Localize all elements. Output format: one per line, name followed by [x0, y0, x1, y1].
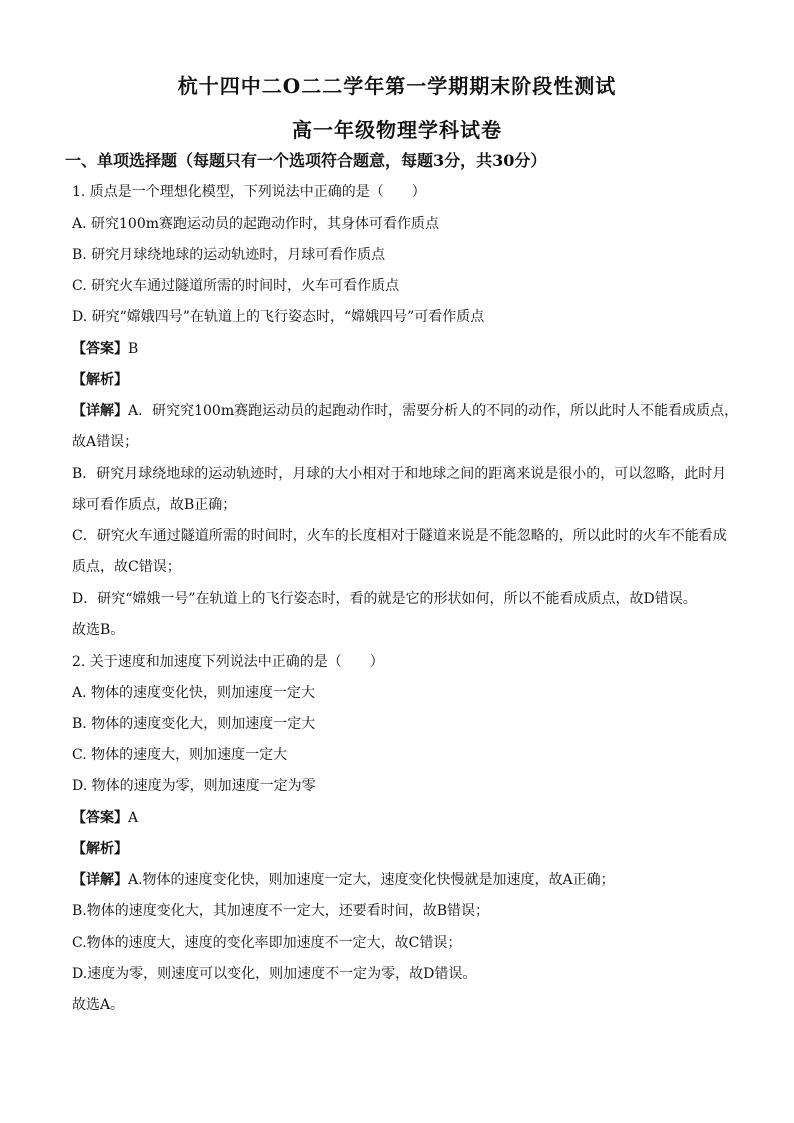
question-2-analysis-label: 【解析】 [72, 841, 128, 857]
question-2-detail-3: C.物体的速度大，速度的变化率即加速度不一定大，故C错误； [72, 935, 462, 951]
question-1-detail-5: C．研究火车通过隧道所需的时间时，火车的长度相对于隧道来说是不能忽略的，所以此时的火车不能看成 [72, 528, 727, 544]
question-1-detail-3: B．研究月球绕地球的运动轨迹时，月球的大小相对于和地球之间的距离来说是很小的，可以忽略，此时月 [72, 466, 727, 482]
question-1-detail-1 [72, 400, 738, 420]
question-2-detail-1 [72, 869, 615, 889]
answer-value: A [128, 810, 139, 826]
question-1-option-b: B. 研究月球绕地球的运动轨迹时，月球可看作质点 [72, 247, 386, 263]
detail-text: A.物体的速度变化快，则加速度一定大，速度变化快慢就是加速度，故A正确； [128, 872, 615, 888]
question-1-option-a: A. 研究100m赛跑运动员的起跑动作时，其身体可看作质点 [72, 216, 440, 232]
exam-subtitle: 高一年级物理学科试卷 [292, 118, 502, 142]
question-2-option-a: A. 物体的速度变化快，则加速度一定大 [72, 685, 316, 701]
question-1-option-d: D. 研究“嫦娥四号”在轨道上的飞行姿态时，“嫦娥四号”可看作质点 [72, 309, 485, 325]
question-1-answer [72, 338, 138, 358]
question-1-detail-4: 球可看作质点，故B正确； [72, 497, 237, 513]
detail-text: A．研究究100m赛跑运动员的起跑动作时，需要分析人的不同的动作，所以此时人不能看成质点， [128, 403, 739, 419]
question-1-detail-6: 质点，故C错误； [72, 559, 181, 575]
question-1-detail-7: D．研究“嫦娥一号”在轨道上的飞行姿态时，看的就是它的形状如何，所以不能看成质点，故D错误。 [72, 591, 697, 607]
answer-value: B [128, 341, 139, 357]
answer-label: 【答案】 [72, 341, 128, 357]
detail-label: 【详解】 [72, 403, 128, 419]
question-1-detail-2: 故A错误； [72, 434, 139, 450]
question-2-stem: 2. 关于速度和加速度下列说法中正确的是（ ） [72, 654, 384, 670]
question-1-option-c: C. 研究火车通过隧道所需的时间时，火车可看作质点 [72, 278, 400, 294]
question-2-option-b: B. 物体的速度变化大，则加速度一定大 [72, 716, 316, 732]
question-2-option-d: D. 物体的速度为零，则加速度一定为零 [72, 778, 316, 794]
question-2-detail-4: D.速度为零，则速度可以变化，则加速度不一定为零，故D错误。 [72, 966, 477, 982]
question-2-option-c: C. 物体的速度大，则加速度一定大 [72, 747, 288, 763]
question-1-detail-8: 故选B。 [72, 622, 125, 638]
question-2-detail-5: 故选A。 [72, 997, 125, 1013]
question-1-analysis-label: 【解析】 [72, 372, 128, 388]
answer-label: 【答案】 [72, 810, 128, 826]
question-1-stem: 1. 质点是一个理想化模型，下列说法中正确的是（ ） [72, 184, 426, 200]
exam-title: 杭十四中二O二二学年第一学期期末阶段性测试 [177, 74, 617, 98]
question-2-detail-2: B.物体的速度变化大，其加速度不一定大，还要看时间，故B错误； [72, 903, 490, 919]
section-heading: 一、单项选择题（每题只有一个选项符合题意，每题3分，共30分） [65, 151, 547, 170]
question-2-answer [72, 807, 138, 827]
detail-label: 【详解】 [72, 872, 128, 888]
